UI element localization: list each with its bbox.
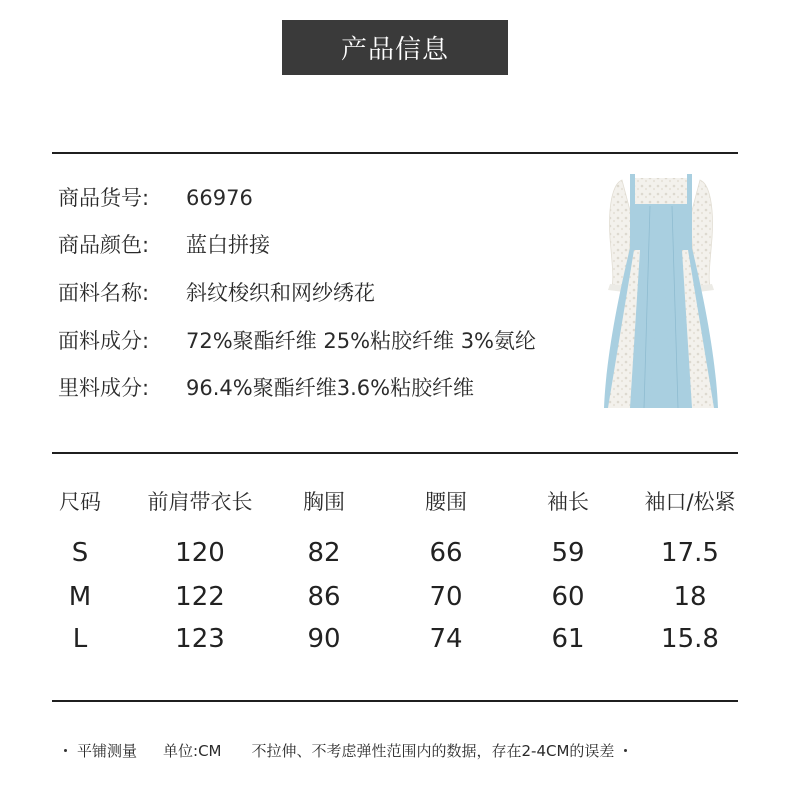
divider-bottom <box>52 700 738 702</box>
info-row-color <box>58 230 270 260</box>
size-cell: 18 <box>673 582 707 612</box>
note-tolerance: 不拉伸、不考虑弹性范围内的数据，存在2-4CM的误差 <box>251 742 615 760</box>
size-cell: 60 <box>551 582 585 612</box>
info-label: 里料成分: <box>58 376 150 400</box>
size-cell: 120 <box>175 538 225 568</box>
size-cell: 61 <box>551 624 585 654</box>
divider-top <box>52 152 738 154</box>
size-cell: S <box>71 538 89 568</box>
info-value: 72%聚酯纤维 25%粘胶纤维 3%氨纶 <box>186 329 537 353</box>
size-cell: 86 <box>307 582 341 612</box>
info-value: 蓝白拼接 <box>186 233 270 257</box>
info-row-fabric-name <box>58 278 375 308</box>
size-cell: 66 <box>429 538 463 568</box>
info-value: 96.4%聚酯纤维3.6%粘胶纤维 <box>186 376 475 400</box>
measurement-note <box>60 740 627 761</box>
size-cell: 17.5 <box>661 538 719 568</box>
size-cell: 59 <box>551 538 585 568</box>
dress-product-image <box>600 168 722 418</box>
size-header: 袖长 <box>547 490 589 514</box>
bullet-dot <box>64 749 67 752</box>
info-label: 面料名称: <box>58 281 150 305</box>
page-title: 产品信息 <box>282 20 508 75</box>
size-cell: 15.8 <box>661 624 719 654</box>
size-header: 胸围 <box>303 490 345 514</box>
size-header: 尺码 <box>59 490 101 514</box>
size-cell: 70 <box>429 582 463 612</box>
size-cell: 82 <box>307 538 341 568</box>
size-cell: 123 <box>175 624 225 654</box>
info-row-fabric-composition <box>58 326 536 356</box>
info-row-sku <box>58 183 253 213</box>
info-row-lining-composition <box>58 373 474 403</box>
size-header: 前肩带衣长 <box>147 490 253 514</box>
divider-middle <box>52 452 738 454</box>
size-cell: L <box>72 624 88 654</box>
info-value: 66976 <box>186 186 253 210</box>
info-label: 商品货号: <box>58 186 150 210</box>
info-value: 斜纹梭织和网纱绣花 <box>186 281 375 305</box>
bullet-dot <box>624 749 627 752</box>
note-flat-measure: 平铺测量 <box>77 742 138 760</box>
size-header: 腰围 <box>425 490 467 514</box>
info-label: 商品颜色: <box>58 233 150 257</box>
size-cell: M <box>68 582 92 612</box>
info-label: 面料成分: <box>58 329 150 353</box>
size-cell: 90 <box>307 624 341 654</box>
note-unit: 单位:CM <box>163 742 222 760</box>
size-cell: 122 <box>175 582 225 612</box>
size-header: 袖口/松紧 <box>644 490 736 514</box>
size-cell: 74 <box>429 624 463 654</box>
